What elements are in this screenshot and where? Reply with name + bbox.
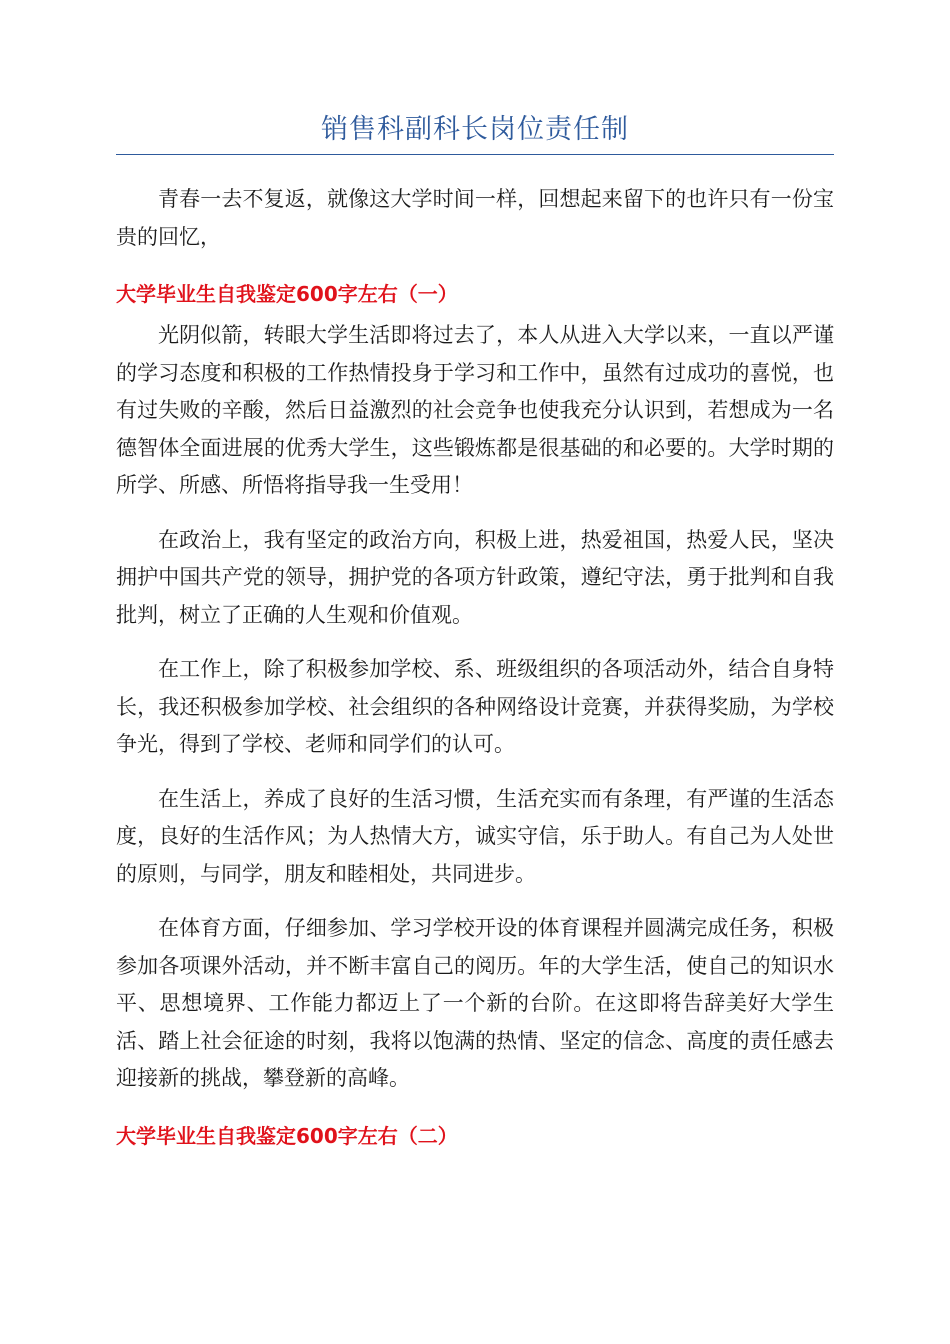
- section-1-paragraph-2: 在政治上，我有坚定的政治方向，积极上进，热爱祖国，热爱人民，坚决拥护中国共产党的领导，拥护党的各项方针政策，遵纪守法，勇于批判和自我批判，树立了正确的人生观和价值观。: [116, 527, 834, 627]
- section-heading-2: 大学毕业生自我鉴定600字左右（二）: [116, 1123, 458, 1148]
- section-heading-1: 大学毕业生自我鉴定600字左右（一）: [116, 282, 458, 306]
- section-1-paragraph-1: 光阴似箭，转眼大学生活即将过去了，本人从进入大学以来，一直以严谨的学习态度和积极的工作热情投身于学习和工作中，虽然有过成功的喜悦，也有过失败的辛酸，然后日益激烈的社会竞争也使我充分认识到，若想成为一名德智体全面进展的优秀大学生，这些锻炼都是很基础的和必要的。大学时期的所学、所感、所悟将指导我一生受用！: [116, 323, 834, 497]
- document-page: [116, 108, 834, 1151]
- intro-paragraph: 青春一去不复返，就像这大学时间一样，回想起来留下的也许只有一份宝贵的回忆，: [116, 187, 834, 249]
- section-1-paragraph-3: 在工作上，除了积极参加学校、系、班级组织的各项活动外，结合自身特长，我还积极参加学校、社会组织的各种网络设计竞赛，并获得奖励，为学校争光，得到了学校、老师和同学们的认可。: [116, 657, 834, 756]
- section-1-paragraph-4: 在生活上，养成了良好的生活习惯，生活充实而有条理，有严谨的生活态度，良好的生活作风；为人热情大方，诚实守信，乐于助人。有自己为人处世的原则，与同学，朋友和睦相处，共同进步。: [116, 786, 834, 886]
- document-title: 销售科副科长岗位责任制: [321, 114, 629, 145]
- title-underline: [116, 154, 834, 155]
- section-1-paragraph-5: 在体育方面，仔细参加、学习学校开设的体育课程并圆满完成任务，积极参加各项课外活动，并不断丰富自己的阅历。年的大学生活，使自己的知识水平、思想境界、工作能力都迈上了一个新的台阶。在这即将告辞美好大学生活、踏上社会征途的时刻，我将以饱满的热情、坚定的信念、高度的责任感去迎接新的挑战，攀登新的高峰。: [116, 916, 834, 1090]
